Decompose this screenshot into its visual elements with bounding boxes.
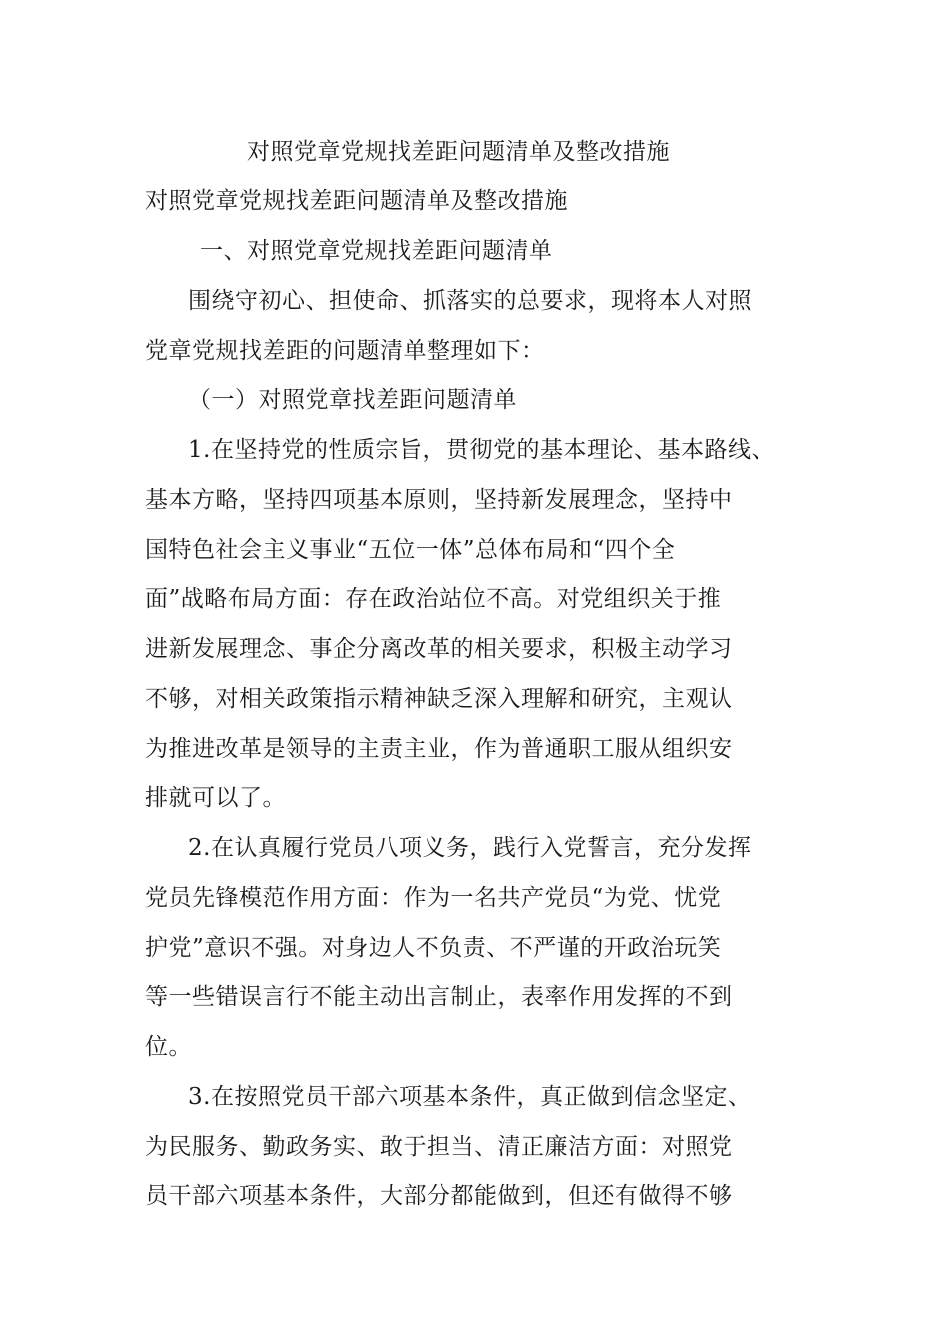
- item2-line-1: 2.在认真履行党员八项义务，践行入党誓言，充分发挥: [188, 835, 752, 861]
- item3-line-2: 为民服务、勤政务实、敢于担当、清正廉洁方面：对照党: [145, 1134, 733, 1160]
- item1-line-5: 进新发展理念、事企分离改革的相关要求，积极主动学习: [145, 636, 733, 662]
- item1-line-1: 1.在坚持党的性质宗旨，贯彻党的基本理论、基本路线、: [188, 437, 775, 463]
- item1-line-8: 排就可以了。: [145, 785, 286, 811]
- subsection-heading: （一）对照党章找差距问题清单: [188, 387, 517, 413]
- item1-line-6: 不够，对相关政策指示精神缺乏深入理解和研究，主观认: [145, 686, 733, 712]
- item2-line-4: 等一些错误言行不能主动出言制止，表率作用发挥的不到: [145, 984, 733, 1010]
- item1-line-2: 基本方略，坚持四项基本原则，坚持新发展理念，坚持中: [145, 487, 733, 513]
- intro-line-2: 党章党规找差距的问题清单整理如下：: [145, 338, 545, 364]
- item2-line-5: 位。: [145, 1034, 192, 1060]
- item1-line-4: 面”战略布局方面：存在政治站位不高。对党组织关于推: [145, 586, 722, 612]
- document-subtitle: 对照党章党规找差距问题清单及整改措施: [145, 188, 568, 214]
- item3-line-3: 员干部六项基本条件，大部分都能做到，但还有做得不够: [145, 1183, 733, 1209]
- section-heading: 一、对照党章党规找差距问题清单: [200, 238, 553, 264]
- item2-line-3: 护党”意识不强。对身边人不负责、不严谨的开政治玩笑: [145, 935, 722, 961]
- item3-line-1: 3.在按照党员干部六项基本条件，真正做到信念坚定、: [188, 1084, 752, 1110]
- item1-line-7: 为推进改革是领导的主责主业，作为普通职工服从组织安: [145, 736, 733, 762]
- document-title: 对照党章党规找差距问题清单及整改措施: [247, 139, 670, 165]
- intro-line-1: 围绕守初心、担使命、抓落实的总要求，现将本人对照: [188, 288, 752, 314]
- item1-line-3: 国特色社会主义事业“五位一体”总体布局和“四个全: [145, 537, 676, 563]
- item2-line-2: 党员先锋模范作用方面：作为一名共产党员“为党、忧党: [145, 885, 722, 911]
